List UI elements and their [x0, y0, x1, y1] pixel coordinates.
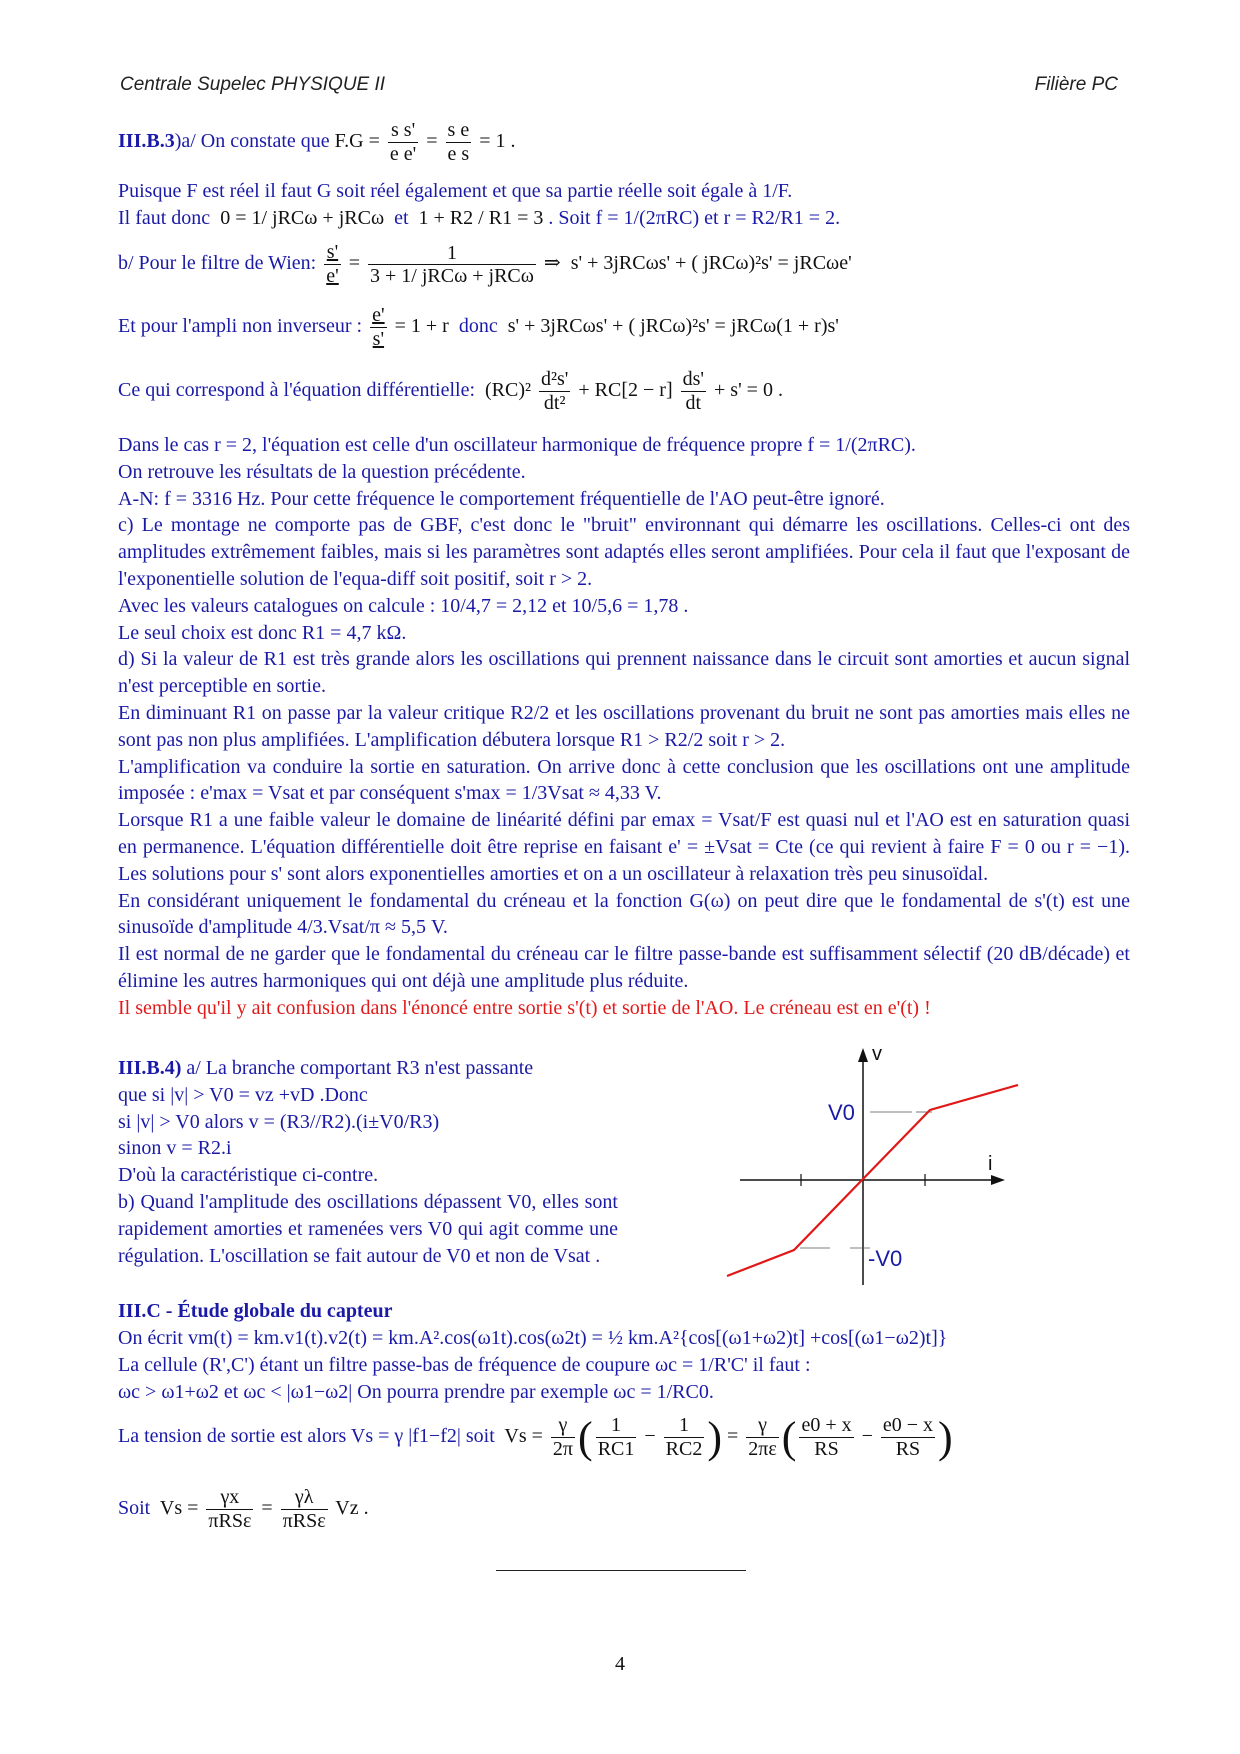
b4-l1: a/ La branche comportant R3 n'est passante [186, 1057, 534, 1079]
para-7: d) Si la valeur de R1 est très grande alors les oscillations qui prennent naissance dans le circuit sont amorties et aucun signal n'est perceptible en sortie. [118, 648, 1130, 698]
para-6: Le seul choix est donc R1 = 4,7 kΩ. [118, 621, 407, 644]
end-rule [496, 1570, 746, 1571]
b4-text [118, 1055, 618, 1269]
b3-ampli: Et pour l'ampli non inverseur : $\frac{e'}{s'}$ = 1 + r donc s' + 3jRCωs' + ( jRCω)²s' = jRCω(1 + r)s' [118, 304, 839, 350]
eq-cond1: 0 = 1/ jRCω + jRCω [220, 207, 385, 229]
b3-body [118, 432, 1130, 1022]
eq-ampli: $\frac{e'}{s'}$ = 1 + r donc s' + 3jRCωs' + ( jRCω)²s' = jRCω(1 + r)s' [372, 304, 839, 350]
c-line2: La cellule (R',C') étant un filtre passe-bas de fréquence de coupure ωc = 1/R'C' il faut : [118, 1354, 811, 1376]
para-9: L'amplification va conduire la sortie en saturation. On arrive donc à cette conclusion que les oscillations ont une amplitude imposée : e'max = Vsat et par conséquent s'max = 1/3Vsat ≈ 4,33 V. [118, 755, 1130, 805]
c-line4: La tension de sortie est alors Vs = γ |f1−f2| soit Vs = $\frac{\gamma}{2\pi}$ ( $\frac{1}{RC1}$ − $\frac{1}{RC2}$ ) = $\frac{\gamma}{2\pi\varepsilon}$ ( $\frac{e0 + x}{RS}$ − $\frac{e0 - x}{RS}$ ) [118, 1413, 953, 1462]
b3-line2: Puisque F est réel il faut G soit réel également et que sa partie réelle soit égale à 1/F. [118, 180, 793, 202]
b3-part-a: )a/ On constate que [174, 130, 330, 153]
b4-l5: D'où la caractéristique ci-contre. [118, 1164, 379, 1187]
para-3: A-N: f = 3316 Hz. Pour cette fréquence le comportement fréquentielle de l'AO peut-être ignoré. [118, 487, 885, 510]
header-left: Centrale Supelec PHYSIQUE II [120, 74, 386, 95]
para-11: En considérant uniquement le fondamental du créneau et la fonction G(ω) on peut dire que le fondamental de s'(t) est une sinusoïde d'amplitude 4/3.Vsat/π ≈ 5,5 V. [118, 889, 1130, 939]
x-arrow [991, 1175, 1005, 1185]
b4-l6: b) Quand l'amplitude des oscillations dépassent V0, elles sont rapidement amorties et ramenées vers V0 qui agit comme une régulation. L'oscillation se fait autour de V0 et non de Vsat . [118, 1190, 618, 1267]
b4-l4: sinon v = R2.i [118, 1137, 232, 1160]
b4-l2: que si |v| > V0 = vz +vD .Donc [118, 1083, 368, 1106]
para-2: On retrouve les résultats de la question précédente. [118, 460, 526, 483]
v0-label: V0 [828, 1100, 855, 1125]
neg-v0-label: -V0 [868, 1246, 903, 1271]
section-c-title: III.C - Étude globale du capteur [118, 1300, 393, 1322]
b4-l3: si |v| > V0 alors v = (R3//R2).(i±V0/R3) [118, 1110, 440, 1133]
para-12: Il est normal de ne garder que le fondamental du créneau car le filtre passe-bande est suffisamment sélectif (20 dB/décade) et élimine les autres harmoniques qui ont déjà une amplitude plus réduite. [118, 943, 1130, 992]
c-final: Soit Vs = $\frac{\gamma x}{\text{πRSε}}$ = $\frac{\gamma\lambda}{\text{πRSε}}$ Vz . [118, 1486, 369, 1532]
eq-wien: $\frac{s'}{e'}$ = $\frac{1}{\text{3 + 1/ jRCω + jRCω}}$ ⇒ s' + 3jRCωs' + ( jRCω)²s' = jRCωe' [326, 241, 852, 287]
header-right: Filière PC [1034, 74, 1118, 95]
para-5: Avec les valeurs catalogues on calcule : 10/4,7 = 2,12 et 10/5,6 = 1,78 . [118, 594, 689, 617]
section-label-b4: III.B.4) [118, 1057, 182, 1079]
para-4: c) Le montage ne comporte pas de GBF, c'est donc le "bruit" environnant qui démarre les oscillations. Celles-ci ont des amplitudes extrêmement faibles, mais si les paramètres sont adaptés elles seront amplifiées. Pour cela il faut que l'exposant de l'exponentielle solution de l'equa-diff soit positif, soit r > 2. [118, 514, 1130, 590]
b3-line1 [118, 120, 516, 165]
eq-vs: Vs = $\frac{\gamma}{2\pi}$ ( $\frac{1}{RC1}$ − $\frac{1}{RC2}$ ) = $\frac{\gamma}{2\pi\varepsilon}$ ( $\frac{e0 + x}{RS}$ − $\frac{e0 - x}{RS}$ ) [504, 1413, 953, 1462]
para-13-remark: Il semble qu'il y ait confusion dans l'énoncé entre sortie s'(t) et sortie de l'AO. Le créneau est en e'(t) ! [118, 996, 931, 1019]
page-number: 4 [615, 1653, 625, 1675]
para-8: En diminuant R1 on passe par la valeur critique R2/2 et les oscillations provenant du bruit ne sont pas amorties mais elles ne sont pas non plus amplifiées. L'amplification débutera lorsque R1 > R2/2 soit r > 2. [118, 701, 1130, 751]
b3-line3: Il faut donc 0 = 1/ jRCω + jRCω et 1 + R2 / R1 = 3 . Soit f = 1/(2πRC) et r = R2/R1 = 2. [118, 207, 841, 229]
y-axis-label: v [872, 1043, 882, 1065]
b3-diff: Ce qui correspond à l'équation différentielle: (RC)² $\frac{\text{d²s'}}{\text{dt²}}$ + RC[2 − r] $\frac{ds'}{dt}$ + s' = 0 . [118, 368, 783, 414]
x-axis-label: i [988, 1153, 993, 1175]
c-line1: On écrit vm(t) = km.v1(t).v2(t) = km.A².cos(ω1t).cos(ω2t) = ½ km.A²{cos[(ω1+ω2)t] +cos[(ω1−ω2)t]} [118, 1327, 948, 1349]
eq-final: Vs = $\frac{\gamma x}{\text{πRSε}}$ = $\frac{\gamma\lambda}{\text{πRSε}}$ Vz . [159, 1486, 369, 1532]
eq-cond2: 1 + R2 / R1 = 3 [418, 207, 544, 229]
c-line3: ωc > ω1+ω2 et ωc < |ω1−ω2| On pourra prendre par exemple ωc = 1/RC0. [118, 1381, 714, 1403]
para-10: Lorsque R1 a une faible valeur le domaine de linéarité défini par emax = Vsat/F est quasi nul et l'AO est en saturation quasi en permanence. L'équation différentielle doit être reprise en faisant e' = ±Vsat = Cte (ce qui revient à faire F = 0 ou r = −1). Les solutions pour s' sont alors exponentielles amorties et on a un oscillateur à relaxation très peu sinusoïdal. [118, 809, 1130, 885]
characteristic-graph [720, 1040, 1040, 1300]
eq-diff: (RC)² $\frac{\text{d²s'}}{\text{dt²}}$ + RC[2 − r] $\frac{ds'}{dt}$ + s' = 0 . [485, 368, 783, 414]
eq-fg: F.G = $\frac{\text{s s'}}{\text{e e'}}$ = $\frac{\text{s e}}{\text{e s}}$ = 1 . [334, 119, 516, 165]
b3-wien: b/ Pour le filtre de Wien: $\frac{s'}{e'}$ = $\frac{1}{\text{3 + 1/ jRCω + jRCω}}$ ⇒ s' + 3jRCωs' + ( jRCω)²s' = jRCωe' [118, 241, 852, 287]
para-1: Dans le cas r = 2, l'équation est celle d'un oscillateur harmonique de fréquence propre f = 1/(2πRC). [118, 434, 916, 456]
y-arrow [858, 1048, 868, 1062]
section-label-b3: III.B.3 [118, 130, 175, 153]
